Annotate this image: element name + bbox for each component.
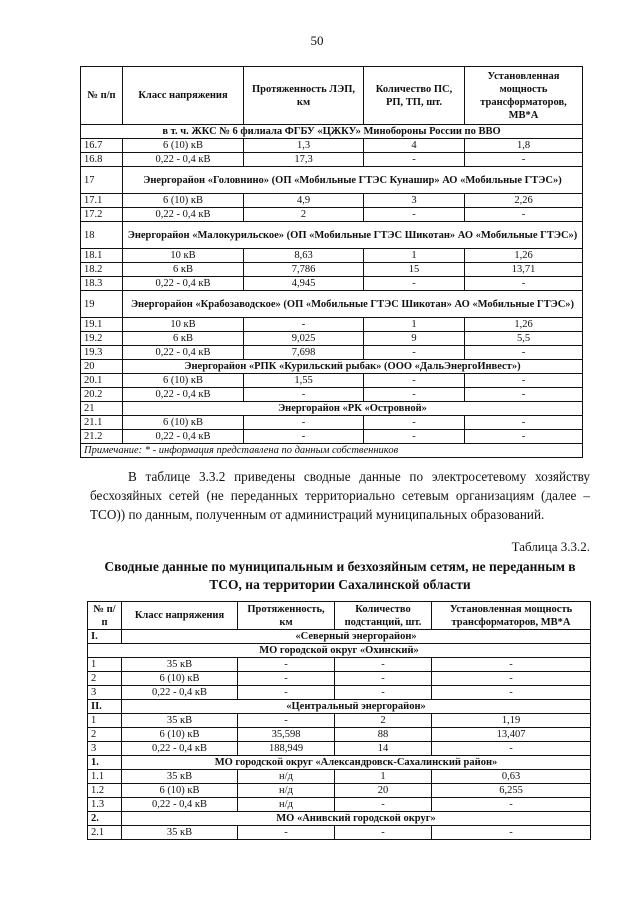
table-cell: 1,19	[432, 714, 591, 728]
table-cell: -	[335, 658, 432, 672]
group-header-row	[88, 630, 591, 644]
table-cell: -	[364, 153, 465, 167]
table-cell: 6 (10) кВ	[123, 139, 244, 153]
group-title: «Центральный энергорайон»	[122, 700, 591, 714]
group-title: в т. ч. ЖКС № 6 филиала ФГБУ «ЦЖКУ» Минобороны России по ВВО	[81, 125, 583, 139]
table-cell: 2	[88, 672, 122, 686]
table-row	[88, 714, 591, 728]
table-cell: -	[432, 798, 591, 812]
table-cell: 0,22 - 0,4 кВ	[123, 346, 244, 360]
table-cell: 3	[88, 742, 122, 756]
table-cell: 2	[335, 714, 432, 728]
table-row	[81, 208, 583, 222]
table-cell: 1.3	[88, 798, 122, 812]
table-cell: -	[238, 826, 335, 840]
table-row	[88, 686, 591, 700]
group-number: 20	[81, 360, 123, 374]
table-header-row	[88, 602, 591, 630]
column-header: Протяженность, км	[238, 602, 335, 630]
table-row	[81, 346, 583, 360]
energy-districts-table	[80, 66, 583, 458]
table-cell: 0,22 - 0,4 кВ	[122, 742, 238, 756]
table-cell: 0,63	[432, 770, 591, 784]
table-cell: -	[244, 388, 364, 402]
table-cell: -	[335, 672, 432, 686]
table-cell: -	[432, 658, 591, 672]
table-row	[88, 784, 591, 798]
table-cell: -	[238, 714, 335, 728]
group-header-row	[88, 644, 591, 658]
group-number: 21	[81, 402, 123, 416]
group-title: МО городской округ «Охинский»	[88, 644, 591, 658]
table-cell: 2	[244, 208, 364, 222]
group-header-row	[81, 222, 583, 249]
table-note: Примечание: * - информация представлена по данным собственников	[81, 444, 583, 458]
table-cell: 1,55	[244, 374, 364, 388]
column-header: Количество подстанций, шт.	[335, 602, 432, 630]
table-cell: 88	[335, 728, 432, 742]
group-number: 19	[81, 291, 123, 318]
table-cell: -	[244, 430, 364, 444]
table-cell: 9,025	[244, 332, 364, 346]
table-cell: -	[465, 374, 583, 388]
table-cell: 1	[364, 318, 465, 332]
group-title: МО «Анивский городской округ»	[122, 812, 591, 826]
table-header-row	[81, 67, 583, 125]
table-cell: 7,786	[244, 263, 364, 277]
table-cell: 4	[364, 139, 465, 153]
table-cell: 19.3	[81, 346, 123, 360]
group-header-row	[81, 291, 583, 318]
group-number: 1.	[88, 756, 122, 770]
table-cell: 21.2	[81, 430, 123, 444]
municipal-networks-table	[87, 601, 591, 840]
table-row	[88, 826, 591, 840]
table-cell: н/д	[238, 798, 335, 812]
table-cell: -	[465, 346, 583, 360]
table-cell: -	[244, 318, 364, 332]
table-cell: 21.1	[81, 416, 123, 430]
table-row	[81, 277, 583, 291]
table-cell: 1.1	[88, 770, 122, 784]
table-cell: 1	[88, 714, 122, 728]
table-cell: 0,22 - 0,4 кВ	[123, 208, 244, 222]
group-number: 17	[81, 167, 123, 194]
table-cell: 18.1	[81, 249, 123, 263]
table-cell: 6,255	[432, 784, 591, 798]
table-row	[81, 430, 583, 444]
table-cell: 17.1	[81, 194, 123, 208]
group-title: «Северный энергорайон»	[122, 630, 591, 644]
table-cell: 13,71	[465, 263, 583, 277]
table-cell: 0,22 - 0,4 кВ	[123, 388, 244, 402]
table-cell: 9	[364, 332, 465, 346]
table-cell: 20.1	[81, 374, 123, 388]
table-cell: -	[364, 277, 465, 291]
table-row	[81, 249, 583, 263]
table-cell: 2	[88, 728, 122, 742]
table-cell: -	[238, 686, 335, 700]
page-number: 50	[310, 33, 324, 48]
group-header-row	[81, 167, 583, 194]
table-cell: 20.2	[81, 388, 123, 402]
table-cell: -	[465, 416, 583, 430]
table-cell: 8,63	[244, 249, 364, 263]
table-cell: -	[335, 798, 432, 812]
group-header-row	[81, 125, 583, 139]
table-cell: 35 кВ	[122, 714, 238, 728]
table-cell: 7,698	[244, 346, 364, 360]
body-paragraph: В таблице 3.3.2 приведены сводные данные по электросетевому хозяйству бесхозяйных сетей (не переданных территориально сетевым организациям (далее – ТСО)) по данным, полученным от администраций муниципальных образований.	[90, 469, 590, 522]
table-cell: 19.2	[81, 332, 123, 346]
table-cell: 0,22 - 0,4 кВ	[123, 153, 244, 167]
table-row	[81, 139, 583, 153]
table-cell: 13,407	[432, 728, 591, 742]
table-row	[81, 153, 583, 167]
table-cell: -	[432, 672, 591, 686]
table-cell: н/д	[238, 770, 335, 784]
table-cell: 6 кВ	[123, 263, 244, 277]
table-cell: -	[465, 430, 583, 444]
table-cell: 1	[88, 658, 122, 672]
table-cell: 14	[335, 742, 432, 756]
table-cell: 4,9	[244, 194, 364, 208]
group-title: Энергорайон «Малокурильское» (ОП «Мобильные ГТЭС Шикотан» АО «Мобильные ГТЭС»)	[123, 222, 583, 249]
column-header: Класс напряжения	[123, 67, 244, 125]
table-row	[81, 332, 583, 346]
table-cell: -	[364, 416, 465, 430]
table-row	[88, 742, 591, 756]
table-cell: 6 (10) кВ	[123, 416, 244, 430]
group-header-row	[88, 812, 591, 826]
table-cell: 35 кВ	[122, 770, 238, 784]
group-title: Энергорайон «Головнино» (ОП «Мобильные ГТЭС Кунашир» АО «Мобильные ГТЭС»)	[123, 167, 583, 194]
table-cell: 0,22 - 0,4 кВ	[122, 798, 238, 812]
table-cell: -	[244, 416, 364, 430]
table-cell: 18.3	[81, 277, 123, 291]
table-cell: 188,949	[238, 742, 335, 756]
table-row	[88, 728, 591, 742]
table-cell: 1,26	[465, 249, 583, 263]
table-row	[88, 798, 591, 812]
note-row	[81, 444, 583, 458]
table-cell: 35,598	[238, 728, 335, 742]
group-header-row	[88, 700, 591, 714]
column-header: № п/п	[88, 602, 122, 630]
table-cell: 1.2	[88, 784, 122, 798]
table-cell: -	[465, 153, 583, 167]
table-cell: -	[364, 208, 465, 222]
table-cell: 10 кВ	[123, 318, 244, 332]
table-label: Таблица 3.3.2.	[511, 539, 590, 554]
table-cell: -	[335, 826, 432, 840]
table-cell: 5,5	[465, 332, 583, 346]
table-cell: 6 (10) кВ	[123, 374, 244, 388]
column-header: Класс напряжения	[122, 602, 238, 630]
table-cell: н/д	[238, 784, 335, 798]
table-row	[81, 388, 583, 402]
table-cell: 1,3	[244, 139, 364, 153]
table-cell: -	[432, 686, 591, 700]
table-cell: 6 кВ	[123, 332, 244, 346]
table-cell: 6 (10) кВ	[123, 194, 244, 208]
column-header: Установленная мощность трансформаторов, МВ*А	[465, 67, 583, 125]
group-title: Энергорайон «РК «Островной»	[123, 402, 583, 416]
table-cell: 16.7	[81, 139, 123, 153]
table-cell: 6 (10) кВ	[122, 784, 238, 798]
table-cell: -	[364, 388, 465, 402]
table-cell: 6 (10) кВ	[122, 728, 238, 742]
table-cell: -	[465, 388, 583, 402]
group-title: Энергорайон «РПК «Курильский рыбак» (ООО «ДальЭнергоИнвест»)	[123, 360, 583, 374]
column-header: № п/п	[81, 67, 123, 125]
table-cell: -	[432, 826, 591, 840]
table-cell: -	[364, 346, 465, 360]
table-cell: -	[465, 208, 583, 222]
table-cell: 19.1	[81, 318, 123, 332]
table-cell: 15	[364, 263, 465, 277]
table-cell: 2,26	[465, 194, 583, 208]
column-header: Количество ПС, РП, ТП, шт.	[364, 67, 465, 125]
group-header-row	[81, 360, 583, 374]
table-row	[81, 318, 583, 332]
group-header-row	[88, 756, 591, 770]
table-cell: 20	[335, 784, 432, 798]
table-cell: 0,22 - 0,4 кВ	[123, 430, 244, 444]
table-cell: 3	[364, 194, 465, 208]
table-cell: 3	[88, 686, 122, 700]
table-cell: 35 кВ	[122, 826, 238, 840]
column-header: Установленная мощность трансформаторов, МВ*А	[432, 602, 591, 630]
table-cell: -	[238, 658, 335, 672]
group-number: I.	[88, 630, 122, 644]
table-cell: 1,8	[465, 139, 583, 153]
table-cell: 17.2	[81, 208, 123, 222]
table-title: Сводные данные по муниципальным и безхозяйным сетям, не переданным в ТСО, на территории Сахалинской области	[104, 559, 576, 592]
table-row	[88, 672, 591, 686]
table-row	[81, 263, 583, 277]
table-cell: -	[364, 374, 465, 388]
table-cell: 6 (10) кВ	[122, 672, 238, 686]
table-cell: 4,945	[244, 277, 364, 291]
table-cell: -	[238, 672, 335, 686]
group-header-row	[81, 402, 583, 416]
table-row	[81, 374, 583, 388]
table-cell: 10 кВ	[123, 249, 244, 263]
table-cell: 2.1	[88, 826, 122, 840]
table-row	[81, 194, 583, 208]
group-title: Энергорайон «Крабозаводское» (ОП «Мобильные ГТЭС Шикотан» АО «Мобильные ГТЭС»)	[123, 291, 583, 318]
table-cell: 16.8	[81, 153, 123, 167]
table-cell: 0,22 - 0,4 кВ	[123, 277, 244, 291]
table-cell: 35 кВ	[122, 658, 238, 672]
table-cell: -	[364, 430, 465, 444]
table-row	[88, 770, 591, 784]
table-cell: 0,22 - 0,4 кВ	[122, 686, 238, 700]
table-cell: 1	[335, 770, 432, 784]
table-cell: 17,3	[244, 153, 364, 167]
table-row	[88, 658, 591, 672]
table-cell: -	[335, 686, 432, 700]
table-row	[81, 416, 583, 430]
group-number: 18	[81, 222, 123, 249]
column-header: Протяженность ЛЭП, км	[244, 67, 364, 125]
table-cell: 1,26	[465, 318, 583, 332]
table-cell: -	[432, 742, 591, 756]
table-cell: 1	[364, 249, 465, 263]
table-cell: 18.2	[81, 263, 123, 277]
table-cell: -	[465, 277, 583, 291]
group-number: II.	[88, 700, 122, 714]
group-number: 2.	[88, 812, 122, 826]
group-title: МО городской округ «Александровск-Сахалинский район»	[122, 756, 591, 770]
